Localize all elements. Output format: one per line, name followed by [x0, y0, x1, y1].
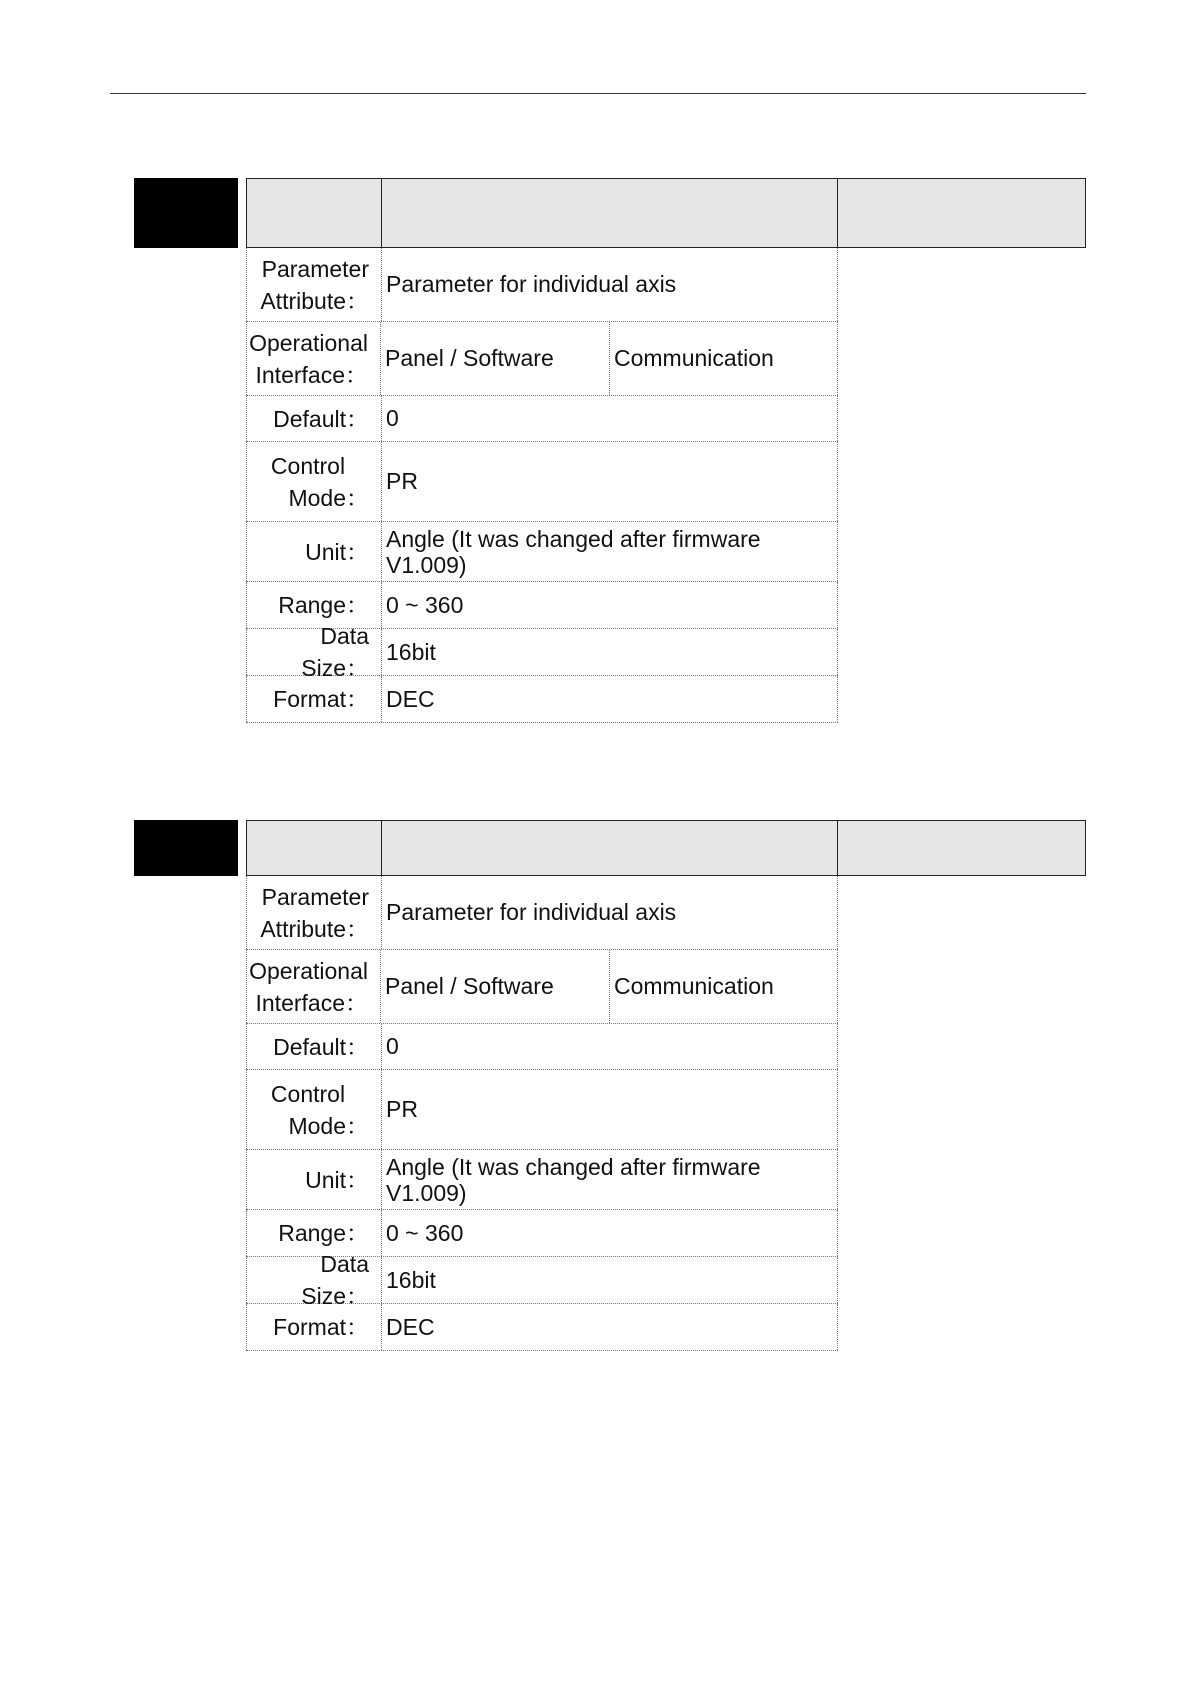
- header-rule: [110, 93, 1086, 94]
- label-data-size: Data Size：: [246, 1257, 382, 1303]
- parameter-rows: [246, 876, 838, 1351]
- value-control-mode: PR: [382, 1070, 838, 1149]
- row-format: [246, 1304, 838, 1351]
- parameter-header-row: [246, 820, 1086, 876]
- row-unit: [246, 522, 838, 582]
- parameter-code-tab: [134, 178, 238, 248]
- header-cell-code: [246, 820, 382, 876]
- label-range: Range：: [246, 582, 382, 628]
- value-default: 0: [382, 396, 838, 441]
- label-data-size: Data Size：: [246, 629, 382, 675]
- parameter-block-2: [134, 820, 1086, 1360]
- label-default: Default：: [246, 1024, 382, 1069]
- label-control-mode: Control Mode：: [246, 1070, 382, 1149]
- label-operational-interface: Operational Interface：: [246, 950, 381, 1023]
- label-unit: Unit：: [246, 1150, 382, 1209]
- row-control-mode: [246, 1070, 838, 1150]
- value-default: 0: [382, 1024, 838, 1069]
- value-control-mode: PR: [382, 442, 838, 521]
- value-communication: Communication: [609, 950, 837, 1023]
- label-default: Default：: [246, 396, 382, 441]
- label-operational-interface: Operational Interface：: [246, 322, 381, 395]
- value-parameter-attribute: Parameter for individual axis: [382, 248, 838, 321]
- parameter-header-row: [246, 178, 1086, 248]
- value-data-size: 16bit: [382, 1257, 838, 1303]
- value-format: DEC: [382, 676, 838, 722]
- header-cell-address: [838, 178, 1086, 248]
- header-cell-name: [382, 820, 838, 876]
- row-operational-interface: [246, 322, 838, 396]
- row-control-mode: [246, 442, 838, 522]
- row-data-size: [246, 1251, 838, 1309]
- row-format: [246, 676, 838, 723]
- value-communication: Communication: [609, 322, 837, 395]
- header-cell-name: [382, 178, 838, 248]
- value-operational-interface: [381, 950, 838, 1023]
- value-parameter-attribute: Parameter for individual axis: [382, 876, 838, 949]
- label-format: Format：: [246, 676, 382, 722]
- row-data-size: [246, 623, 838, 681]
- row-parameter-attribute: [246, 248, 838, 322]
- value-data-size: 16bit: [382, 629, 838, 675]
- label-unit: Unit：: [246, 522, 382, 581]
- value-unit: Angle (It was changed after firmware V1.009): [382, 522, 838, 581]
- value-operational-interface: [381, 322, 838, 395]
- value-range: 0 ~ 360: [382, 1210, 838, 1256]
- value-panel-software: Panel / Software: [385, 973, 554, 999]
- row-default: [246, 1024, 838, 1070]
- header-cell-address: [838, 820, 1086, 876]
- header-cell-code: [246, 178, 382, 248]
- label-range: Range：: [246, 1210, 382, 1256]
- row-unit: [246, 1150, 838, 1210]
- row-parameter-attribute: [246, 876, 838, 950]
- value-panel-software: Panel / Software: [385, 345, 554, 371]
- value-format: DEC: [382, 1304, 838, 1350]
- parameter-rows: [246, 248, 838, 723]
- parameter-block-1: [134, 178, 1086, 728]
- row-default: [246, 396, 838, 442]
- value-range: 0 ~ 360: [382, 582, 838, 628]
- row-operational-interface: [246, 950, 838, 1024]
- label-parameter-attribute: Parameter Attribute：: [246, 248, 382, 321]
- value-unit: Angle (It was changed after firmware V1.009): [382, 1150, 838, 1209]
- label-format: Format：: [246, 1304, 382, 1350]
- label-parameter-attribute: Parameter Attribute：: [246, 876, 382, 949]
- label-control-mode: Control Mode：: [246, 442, 382, 521]
- parameter-code-tab: [134, 820, 238, 876]
